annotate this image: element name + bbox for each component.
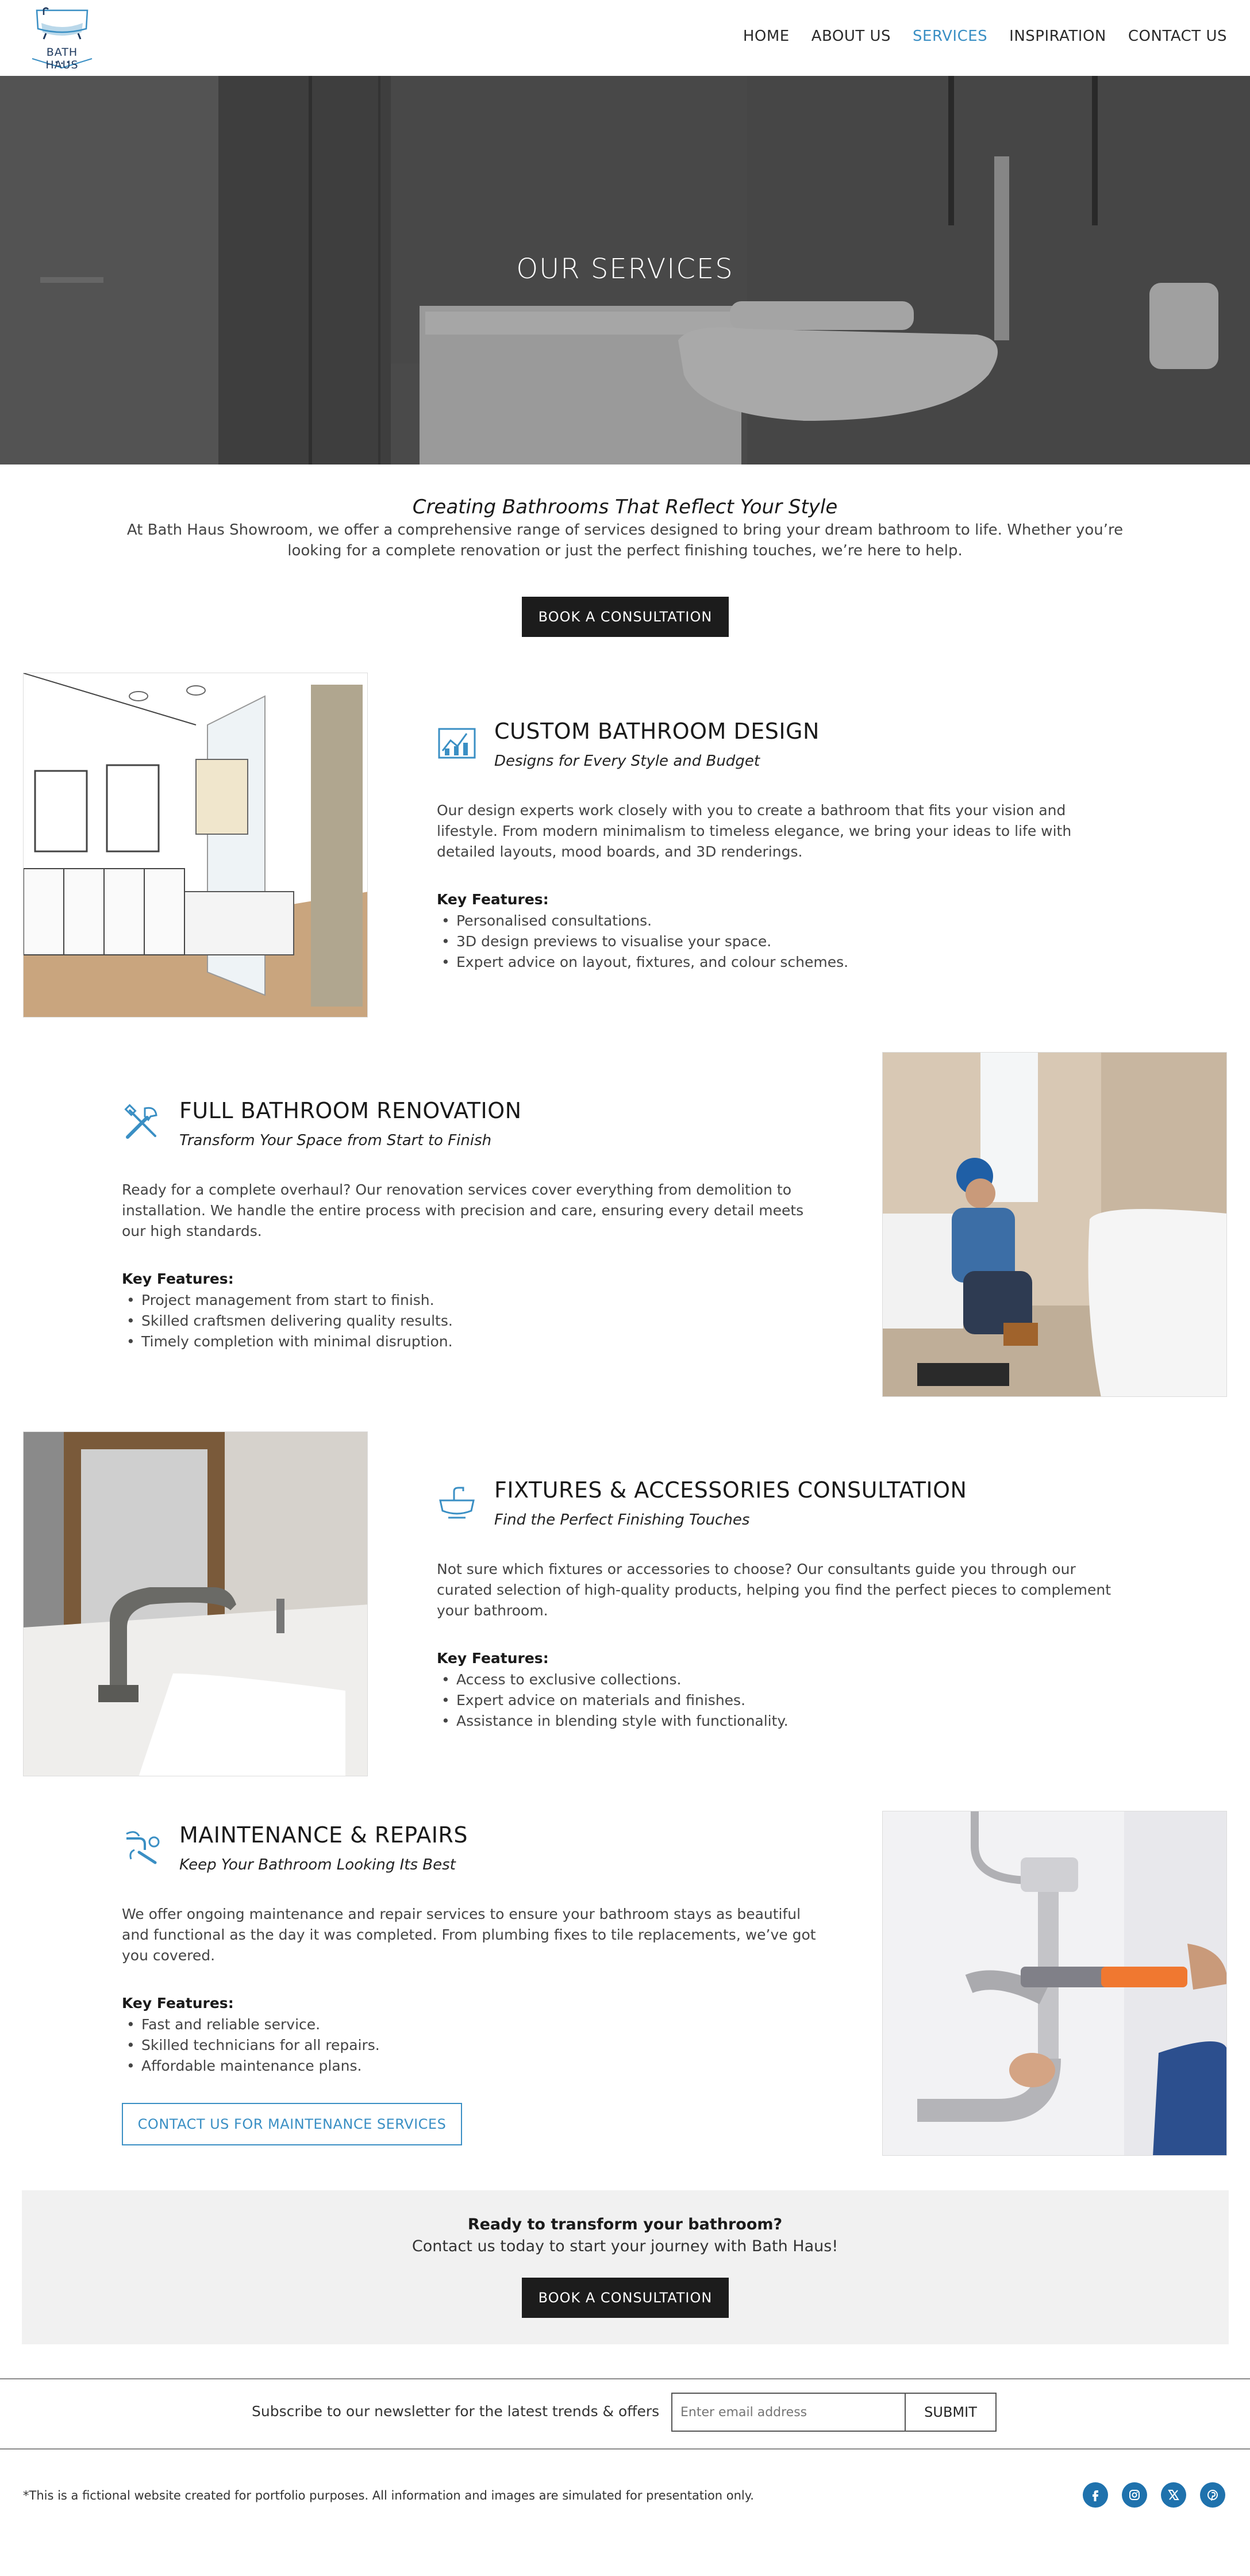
faucet-photo xyxy=(24,1432,368,1776)
fixtures-image xyxy=(23,1431,368,1776)
hero-banner xyxy=(0,76,1250,464)
service-description-maintenance: We offer ongoing maintenance and repair services to ensure your bathroom stays as beautiful and functional as the day it was completed. From plumbing fixes to tile replacements, we’ve got you covered. xyxy=(122,1906,816,1964)
list-item: • 3D design previews to visualise your space. xyxy=(437,931,848,952)
nav-inspiration[interactable]: INSPIRATION xyxy=(1009,28,1106,45)
list-item: • Assistance in blending style with functionality. xyxy=(437,1711,789,1732)
bathroom-sketch-image xyxy=(24,673,368,1018)
service-subtitle-renovation: Transform Your Space from Start to Finish xyxy=(179,1132,492,1149)
instagram-icon[interactable] xyxy=(1122,2482,1147,2508)
main-nav xyxy=(743,28,1227,45)
features-list-fixtures xyxy=(437,1669,789,1732)
list-item: • Access to exclusive collections. xyxy=(437,1669,789,1690)
intro-heading: Creating Bathrooms That Reflect Your Style xyxy=(412,496,838,519)
service-description-fixtures: Not sure which fixtures or accessories to choose? Our consultants guide you through our curated selection of high-quality products, helping you find the perfect pieces to complement your bathroom. xyxy=(437,1561,1111,1619)
pinterest-icon[interactable] xyxy=(1200,2482,1225,2508)
maintenance-image xyxy=(882,1811,1227,2156)
features-list-design xyxy=(437,911,848,973)
sink-icon xyxy=(437,1482,477,1522)
list-item: • Expert advice on materials and finishes. xyxy=(437,1690,789,1711)
service-title-maintenance: MAINTENANCE & REPAIRS xyxy=(179,1822,468,1848)
book-consultation-button[interactable]: BOOK A CONSULTATION xyxy=(522,597,729,637)
nav-home[interactable]: HOME xyxy=(743,28,790,45)
service-subtitle-design: Designs for Every Style and Budget xyxy=(494,753,760,770)
design-blueprint-icon xyxy=(437,723,477,763)
service-title-design: CUSTOM BATHROOM DESIGN xyxy=(494,719,820,744)
key-features-label: Key Features: xyxy=(437,891,549,908)
tools-icon xyxy=(122,1103,162,1143)
nav-contact-us[interactable]: CONTACT US xyxy=(1128,28,1227,45)
renovation-image xyxy=(882,1052,1227,1397)
email-field[interactable] xyxy=(671,2393,906,2432)
cta-panel xyxy=(22,2190,1229,2344)
logo-text: BATH HAUS xyxy=(45,46,79,71)
service-description-renovation: Ready for a complete overhaul? Our renovation services cover everything from demolition to installation. We handle the entire process with precision and care, ensuring every detail meets our high standards. xyxy=(122,1181,804,1239)
service-subtitle-maintenance: Keep Your Bathroom Looking Its Best xyxy=(179,1856,456,1874)
key-features-label: Key Features: xyxy=(122,1995,234,2011)
nav-about-us[interactable]: ABOUT US xyxy=(811,28,891,45)
newsletter-label: Subscribe to our newsletter for the latest trends & offers xyxy=(252,2403,660,2420)
service-title-renovation: FULL BATHROOM RENOVATION xyxy=(179,1098,522,1123)
social-links xyxy=(1083,2482,1225,2508)
plumber-photo xyxy=(883,1053,1227,1397)
x-icon[interactable] xyxy=(1161,2482,1186,2508)
bath-haus-logo[interactable] xyxy=(29,6,95,69)
service-subtitle-fixtures: Find the Perfect Finishing Touches xyxy=(494,1511,750,1529)
list-item: • Timely completion with minimal disruption. xyxy=(122,1331,453,1352)
nav-services[interactable]: SERVICES xyxy=(913,28,988,45)
list-item: • Personalised consultations. xyxy=(437,911,848,931)
divider xyxy=(0,2448,1250,2450)
custom-design-image xyxy=(23,673,368,1018)
features-list-renovation xyxy=(122,1290,453,1352)
key-features-label: Key Features: xyxy=(122,1270,234,1287)
list-item: • Skilled craftsmen delivering quality results. xyxy=(122,1311,453,1331)
list-item: • Affordable maintenance plans. xyxy=(122,2056,380,2076)
cta-text: Contact us today to start your journey with Bath Haus! xyxy=(411,2237,839,2255)
page-title: OUR SERVICES xyxy=(516,253,734,285)
key-features-label: Key Features: xyxy=(437,1650,549,1667)
submit-button[interactable]: SUBMIT xyxy=(905,2393,997,2432)
disclaimer-text: *This is a fictional website created for portfolio purposes. All information and images are simulated for presentation only. xyxy=(23,2489,754,2502)
wrench-pipe-icon xyxy=(122,1827,162,1867)
site-header xyxy=(0,0,1250,76)
list-item: • Skilled technicians for all repairs. xyxy=(122,2035,380,2056)
list-item: • Fast and reliable service. xyxy=(122,2014,380,2035)
list-item: • Expert advice on layout, fixtures, and colour schemes. xyxy=(437,952,848,973)
features-list-maintenance xyxy=(122,2014,380,2076)
divider xyxy=(0,2378,1250,2379)
intro-text: At Bath Haus Showroom, we offer a comprehensive range of services designed to bring your dream bathroom to life. Whether you’re looking for a complete renovation or just the perfect finishing touches, we’re here to help. xyxy=(126,521,1124,559)
cta-book-consultation-button[interactable]: BOOK A CONSULTATION xyxy=(522,2278,729,2318)
pipe-repair-photo xyxy=(883,1811,1227,2156)
cta-title: Ready to transform your bathroom? xyxy=(467,2216,783,2233)
facebook-icon[interactable] xyxy=(1083,2482,1108,2508)
contact-maintenance-button[interactable]: CONTACT US FOR MAINTENANCE SERVICES xyxy=(122,2103,462,2145)
service-title-fixtures: FIXTURES & ACCESSORIES CONSULTATION xyxy=(494,1477,967,1503)
service-description-design: Our design experts work closely with you to create a bathroom that fits your vision and lifestyle. From modern minimalism to timeless elegance, we bring your ideas to life with detailed layouts, mood boards, and 3D renderings. xyxy=(437,802,1072,860)
list-item: • Project management from start to finish. xyxy=(122,1290,453,1311)
